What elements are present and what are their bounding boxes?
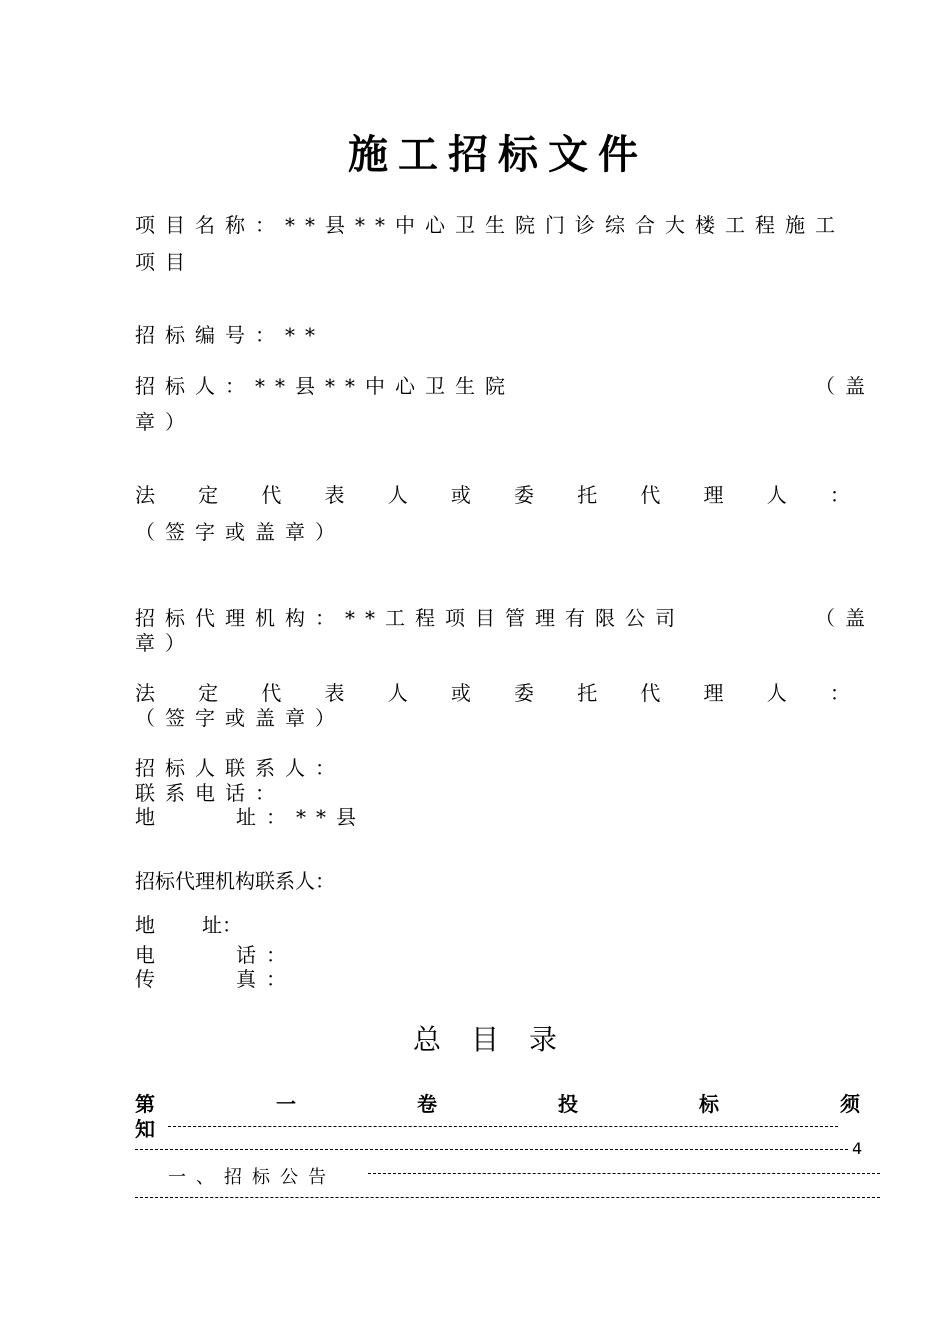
toc-leader-3 — [368, 1173, 880, 1174]
toc-volume-1-line — [135, 1088, 860, 1117]
legal-rep-1-char: 理 — [703, 483, 724, 507]
tenderer-name: 招标人：**县**中心卫生院 — [135, 374, 515, 398]
agency-tel-a: 电 — [135, 943, 155, 967]
toc-volume-1-char: 卷 — [417, 1092, 437, 1116]
legal-rep-2-char: 法 — [135, 681, 155, 705]
tenderer-address-b: 址：**县 — [236, 805, 366, 829]
toc-volume-1-last: 知 — [135, 1117, 155, 1141]
legal-rep-2-char: 表 — [324, 681, 345, 705]
legal-rep-2-char: ： — [829, 681, 850, 705]
legal-rep-1-char: 代 — [261, 483, 282, 507]
toc-leader-1 — [168, 1126, 838, 1127]
tenderer-seal-open: （盖 — [815, 374, 875, 398]
legal-rep-2-char: 托 — [577, 681, 598, 705]
agency-contact: 招标代理机构联系人： — [135, 869, 335, 893]
toc-item-1: 一、招标公告 — [168, 1167, 336, 1188]
agency-seal-open: （盖 — [815, 606, 875, 630]
tenderer-address-a: 地 — [135, 805, 155, 829]
legal-rep-2-char: 人 — [766, 681, 787, 705]
toc-volume-1-char: 标 — [699, 1092, 719, 1116]
tender-number: 招标编号：** — [135, 323, 325, 347]
project-name-line2: 项目 — [135, 250, 195, 274]
tenderer-phone: 联系电话： — [135, 781, 285, 805]
legal-rep-1-char: 托 — [577, 483, 598, 507]
agency-address-a: 地 — [135, 913, 155, 937]
tenderer-contact: 招标人联系人： — [135, 756, 345, 780]
toc-volume-1-char: 一 — [276, 1092, 296, 1116]
toc-leader-4 — [135, 1197, 880, 1198]
agency-fax-a: 传 — [135, 967, 155, 991]
legal-rep-1-char: ： — [829, 483, 850, 507]
toc-volume-1-page: 4 — [852, 1139, 863, 1158]
legal-rep-line-1 — [135, 479, 850, 508]
legal-rep-1-char: 代 — [640, 483, 661, 507]
legal-rep-2-char: 或 — [450, 681, 471, 705]
legal-rep-sign-1: （签字或盖章） — [135, 520, 345, 544]
legal-rep-1-char: 或 — [450, 483, 471, 507]
agency-fax-b: 真： — [236, 967, 296, 991]
legal-rep-1-char: 人 — [766, 483, 787, 507]
legal-rep-1-char: 人 — [387, 483, 408, 507]
legal-rep-1-char: 定 — [198, 483, 219, 507]
legal-rep-2-char: 定 — [198, 681, 219, 705]
agency-tel-b: 话： — [236, 943, 296, 967]
tenderer-seal-close: 章） — [135, 410, 195, 434]
legal-rep-2-char: 代 — [640, 681, 661, 705]
agency-seal-close: 章） — [135, 631, 195, 655]
legal-rep-1-char: 表 — [324, 483, 345, 507]
legal-rep-2-char: 理 — [703, 681, 724, 705]
legal-rep-2-char: 人 — [387, 681, 408, 705]
legal-rep-2-char: 代 — [261, 681, 282, 705]
project-name-line1: 项目名称：**县**中心卫生院门诊综合大楼工程施工 — [135, 213, 845, 237]
agency-address-b: 址： — [202, 913, 242, 937]
document-title: 施工招标文件 — [348, 132, 648, 178]
toc-leader-2 — [135, 1149, 848, 1150]
agency-name: 招标代理机构：**工程项目管理有限公司 — [135, 606, 685, 630]
toc-volume-1-char: 须 — [840, 1092, 860, 1116]
toc-title: 总目录 — [412, 1023, 587, 1056]
toc-volume-1-char: 投 — [558, 1092, 578, 1116]
legal-rep-2-char: 委 — [514, 681, 535, 705]
toc-volume-1-char: 第 — [135, 1092, 155, 1116]
legal-rep-1-char: 委 — [514, 483, 535, 507]
legal-rep-1-char: 法 — [135, 483, 155, 507]
legal-rep-sign-2: （签字或盖章） — [135, 706, 345, 730]
